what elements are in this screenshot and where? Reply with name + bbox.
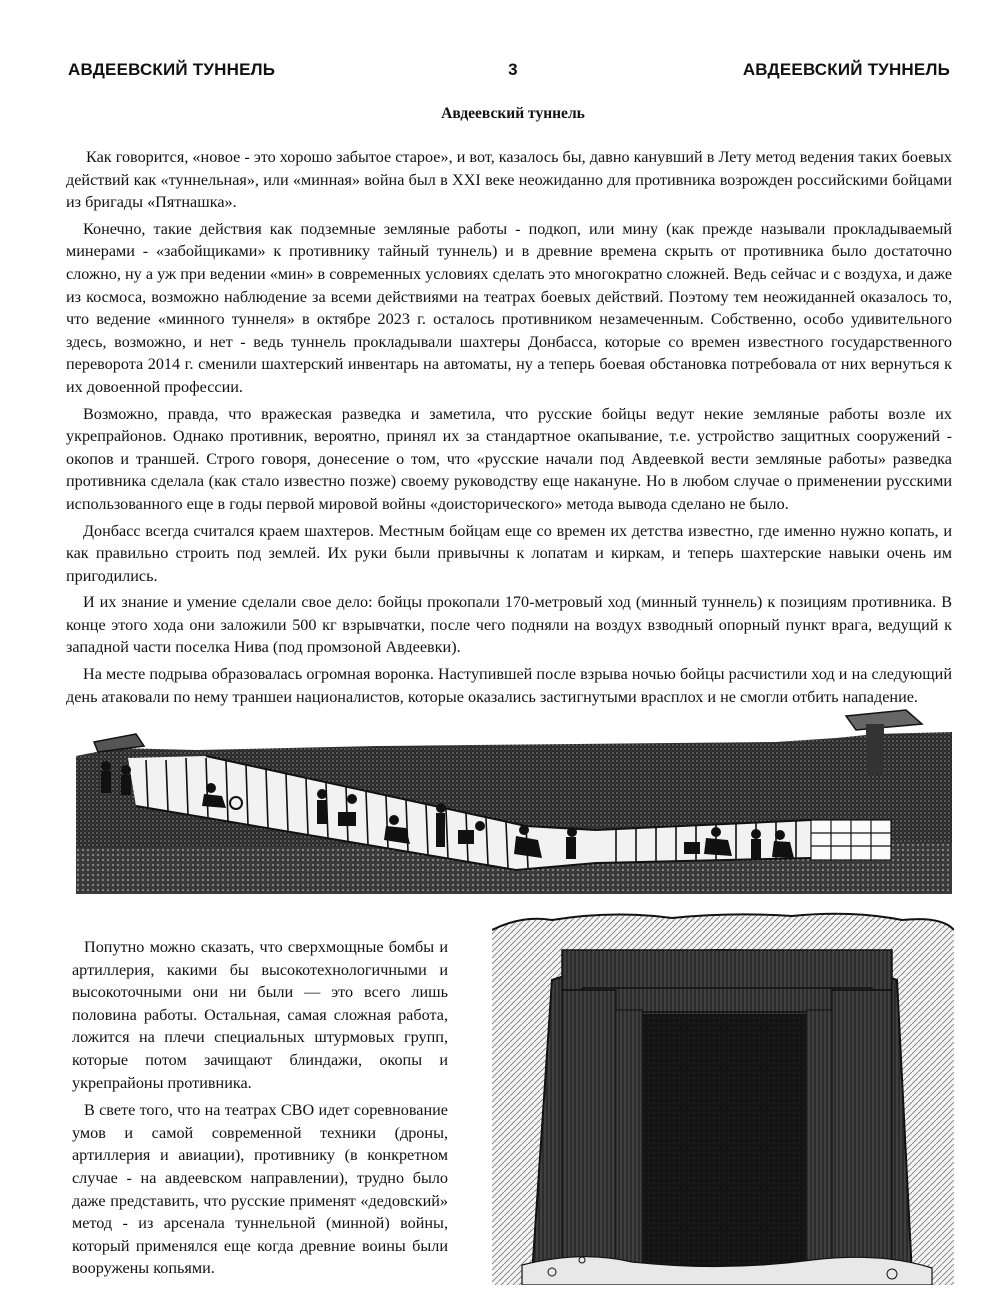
article-title: Авдеевский туннель (441, 105, 585, 122)
article-body (66, 146, 952, 712)
paragraph: Попутно можно сказать, что сверхмощные бомбы и артиллерия, какими бы высокотехнологичными и высокоточными они ни были — это всего лишь половина работы. Остальная, самая сложная работа, ложится на плечи специальных штурмовых групп, которые потом зачищают блиндажи, окопы и укрепрайоны противника. (72, 938, 448, 1092)
running-header-right: АВДЕЕВСКИЙ ТУННЕЛЬ (742, 60, 950, 79)
paragraph: В свете того, что на театрах СВО идет соревнование умов и самой современной техники (дроны, артиллерия и авиации), противнику (в конкретном случае - на авдеевском направлении), трудно было даже представить, что русские применят «дедовский» метод - из арсенала туннельной (минной) войны, который применялся еще когда древние воины были вооружены копьями. (72, 1101, 448, 1278)
running-header-left: АВДЕЕВСКИЙ ТУННЕЛЬ (68, 60, 276, 79)
tunnel-cross-section-illustration (76, 708, 952, 894)
paragraph: Возможно, правда, что вражеская разведка и заметила, что русские бойцы ведут некие земляные работы возле их укрепрайонов. Однако противник, вероятно, принял их за стандартное окапывание, т.е. устройство защитных сооружений - окопов и траншей. Строго говоря, донесение о том, что «русские начали под Авдеевкой вести земляные работы» разведка противника сделала (как стало известно позже) своему руководству еще накануне. Но в любом случае о применении русскими использованного еще в годы первой мировой войны «доисторического» метода вывода сделано не было. (66, 404, 952, 513)
paragraph: На месте подрыва образовалась огромная воронка. Наступившей после взрыва ночью бойцы расчистили ход и на следующий день атаковали по нему траншеи националистов, которые оказались застигнутыми врасплох и не смогли отбить нападение. (66, 665, 952, 706)
paragraph: Конечно, такие действия как подземные земляные работы - подкоп, или мину (как прежде называли прокладываемый минерами - «забойщиками» к противнику тайный туннель) и в древние времена скрыть от противника было достаточно сложно, ну а уж при ведении «мин» в современных условиях сделать это многократно сложней. Ведь сейчас и с воздуха, и даже из космоса, возможно наблюдение за всеми действиями на театрах боевых действий. Поэтому тем неожиданней оказалось то, что ведение «минного туннеля» в октябре 2023 г. осталось противником незамеченным. Собственно, особо удивительного здесь, возможно, и нет - ведь туннель прокладывали шахтеры Донбасса, которые со времен известного государственного переворота 2014 г. сменили шахтерский инвентарь на автоматы, ну а теперь боевая обстановка потребовала от них вернуться к их довоенной профессии. (66, 219, 952, 396)
page-number: 3 (508, 60, 518, 79)
side-column-text (72, 936, 448, 1285)
paragraph: Донбасс всегда считался краем шахтеров. Местным бойцам еще со времен их детства известно, где именно нужно копать, и как правильно строить под землей. Их руки были привычны к лопатам и киркам, и теперь шахтерские навыки очень им пригодились. (66, 521, 952, 585)
paragraph: Как говорится, «новое - это хорошо забытое старое», и вот, казалось бы, давно канувший в Лету метод ведения таких боевых действий как «туннельная», или «минная» война был в XXI веке неожиданно для противника возрожден российскими бойцами из бригады «Пятнашка». (66, 148, 952, 212)
paragraph: И их знание и умение сделали свое дело: бойцы прокопали 170-метровый ход (минный туннель) к позициям противника. В конце этого хода они заложили 500 кг взрывчатки, после чего подняли на воздух взводный опорный пункт врага, ведущий к западной части поселка Нива (под промзоной Авдеевки). (66, 593, 952, 657)
tunnel-entrance-illustration (492, 910, 954, 1285)
